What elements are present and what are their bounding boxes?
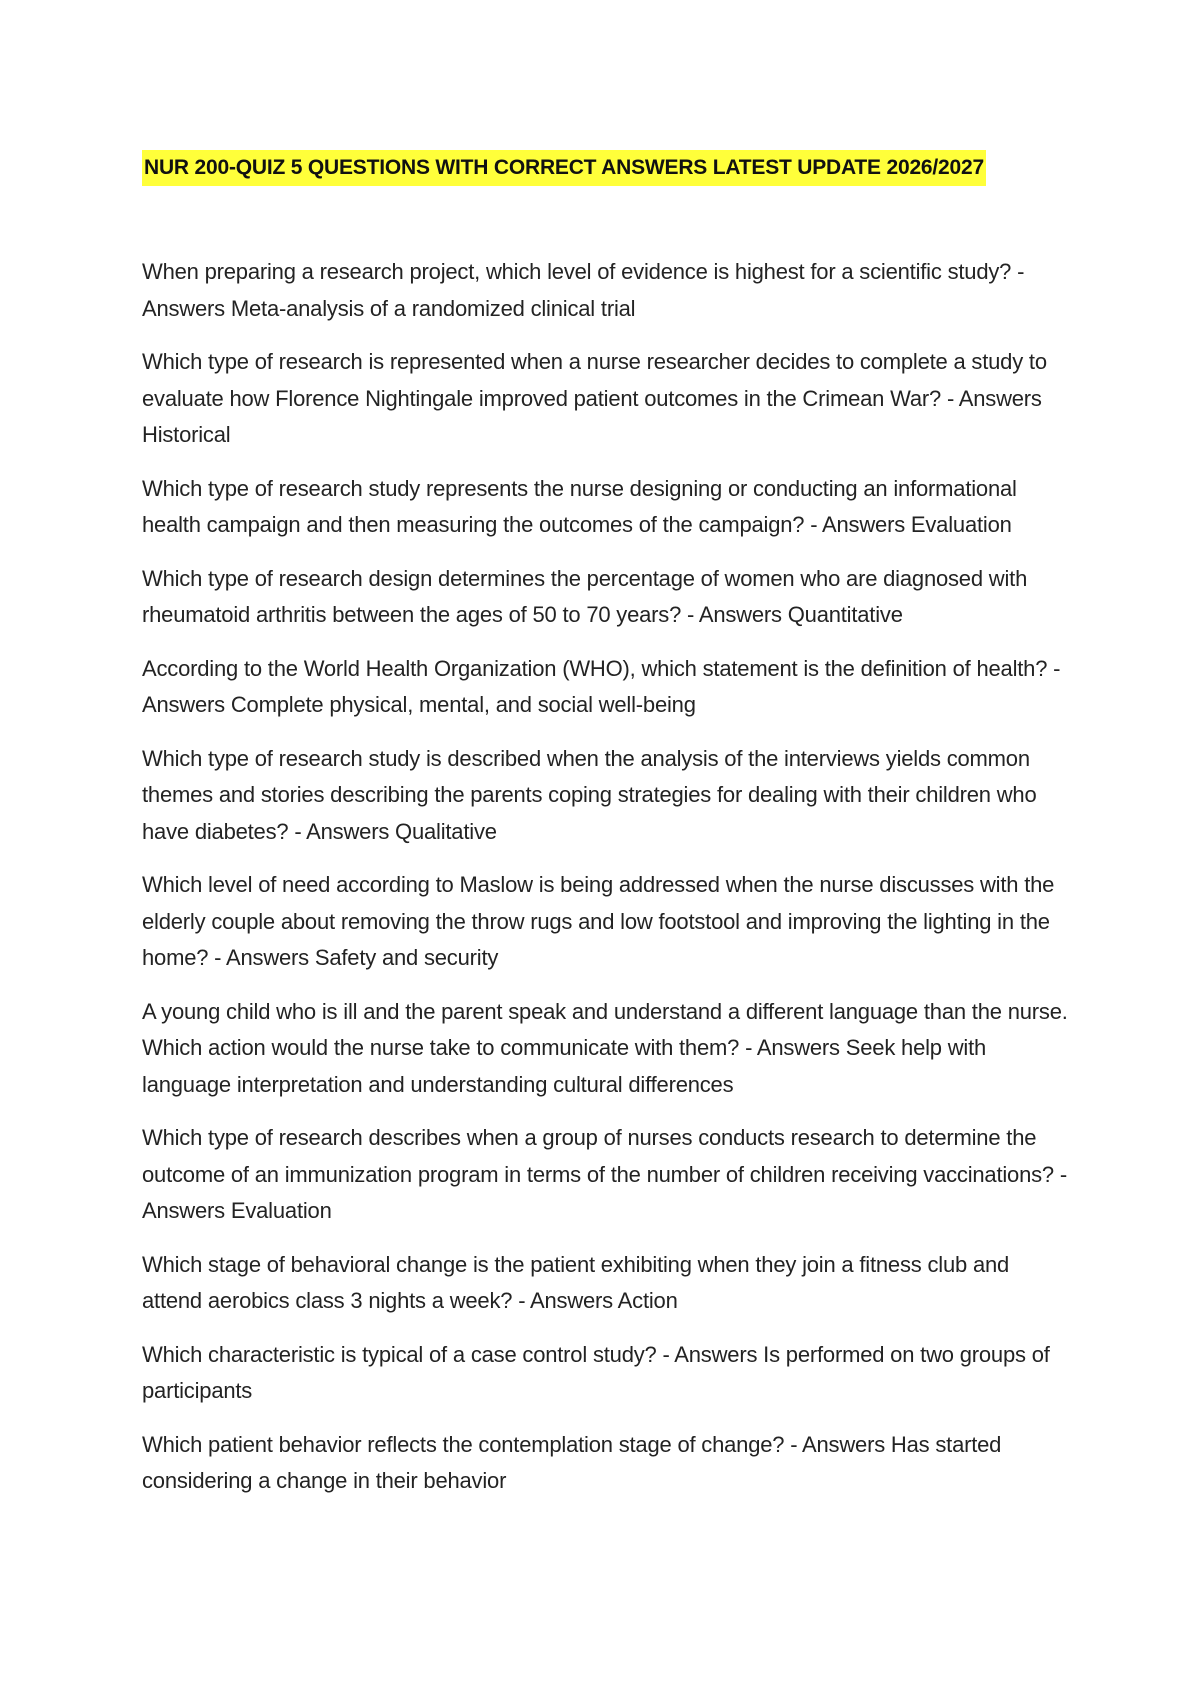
qa-item: Which type of research study is described when the analysis of the interviews yields common themes and stories describing the parents coping strategies for dealing with their children who have diabetes? - Answers Qualitative [142,745,1037,844]
qa-item: Which type of research design determines the percentage of women who are diagnosed with rheumatoid arthritis between the ages of 50 to 70 years? - Answers Quantitative [142,565,1028,627]
qa-item: According to the World Health Organization (WHO), which statement is the definition of health? - Answers Complete physical, mental, and social well-being [142,655,1061,717]
qa-item: Which stage of behavioral change is the patient exhibiting when they join a fitness club and attend aerobics class 3 nights a week? - Answers Action [142,1251,1010,1313]
qa-item: Which type of research study represents the nurse designing or conducting an informational health campaign and then measuring the outcomes of the campaign? - Answers Evaluation [142,475,1017,537]
qa-list [142,254,1072,1500]
qa-item: Which characteristic is typical of a case control study? - Answers Is performed on two groups of participants [142,1341,1050,1403]
qa-item: When preparing a research project, which level of evidence is highest for a scientific study? - Answers Meta-analysis of a randomized clinical trial [142,259,1025,321]
document-page [142,150,1072,1517]
qa-item: Which type of research is represented when a nurse researcher decides to complete a study to evaluate how Florence Nightingale improved patient outcomes in the Crimean War? - Answers Historical [142,349,1047,447]
qa-item: Which patient behavior reflects the contemplation stage of change? - Answers Has started considering a change in their behavior [142,1431,1002,1493]
qa-item: Which type of research describes when a group of nurses conducts research to determine the outcome of an immunization program in terms of the number of children receiving vaccinations? - Answers Evaluation [142,1125,1068,1223]
qa-item: A young child who is ill and the parent speak and understand a different language than the nurse. Which action would the nurse take to communicate with them? - Answers Seek help with language interpretation and understanding cultural differences [142,998,1068,1097]
qa-item: Which level of need according to Maslow is being addressed when the nurse discusses with the elderly couple about removing the throw rugs and low footstool and improving the lighting in the home? - Answers Safety and security [142,872,1055,970]
document-title: NUR 200-QUIZ 5 QUESTIONS WITH CORRECT ANSWERS LATEST UPDATE 2026/2027 [142,150,986,186]
